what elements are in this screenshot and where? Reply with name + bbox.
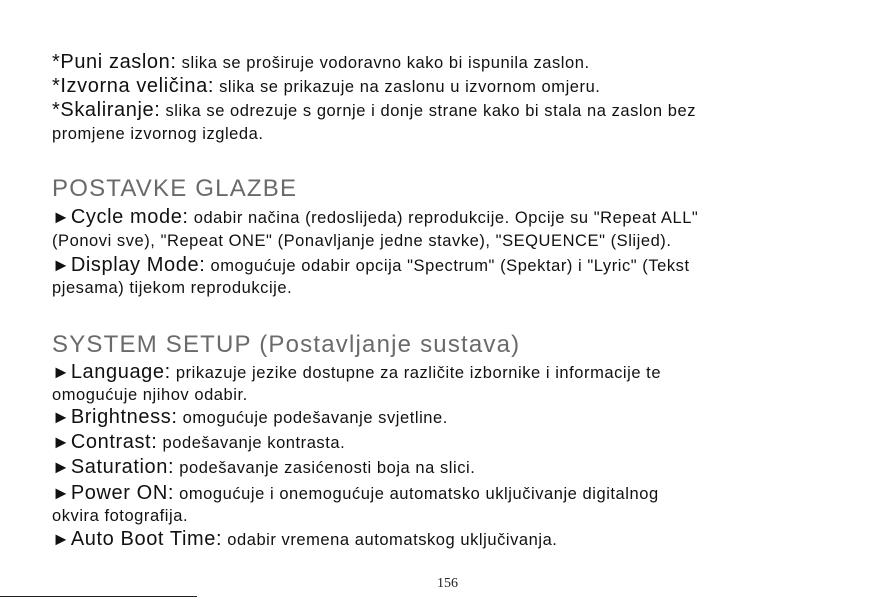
description: omogućuje odabir opcija "Spectrum" (Spektar) i "Lyric" (Tekst <box>205 257 690 275</box>
system-item-brightness <box>52 407 448 427</box>
description: omogućuje podešavanje svjetline. <box>177 409 448 427</box>
music-item-cycle-mode-continued: (Ponovi sve), "Repeat ONE" (Ponavljanje jedne stavke), "SEQUENCE" (Slijed). <box>52 232 672 250</box>
music-settings-heading: POSTAVKE GLAZBE <box>52 175 298 202</box>
system-item-power-on-continued: okvira fotografija. <box>52 507 189 525</box>
term: *Izvorna veličina: <box>52 75 214 97</box>
arrow-icon: ► <box>52 457 70 477</box>
term: Contrast: <box>70 431 158 453</box>
term: *Skaliranje: <box>52 99 161 121</box>
description: slika se odrezuje s gornje i donje strane kako bi stala na zaslon bez <box>160 102 696 120</box>
music-item-display-mode-continued: pjesama) tijekom reprodukcije. <box>52 279 293 297</box>
term: Brightness: <box>70 406 178 428</box>
footer-rule <box>0 596 197 597</box>
arrow-icon: ► <box>52 255 70 275</box>
music-item-display-mode <box>52 255 690 275</box>
system-item-contrast <box>52 432 345 452</box>
term: Power ON: <box>70 482 175 504</box>
system-setup-heading: SYSTEM SETUP (Postavljanje sustava) <box>52 331 521 358</box>
arrow-icon: ► <box>52 407 70 427</box>
term: Display Mode: <box>70 254 206 276</box>
term: Auto Boot Time: <box>70 528 223 550</box>
description: odabir vremena automatskog uključivanja. <box>222 531 558 549</box>
description: slika se prikazuje na zaslonu u izvornom omjeru. <box>213 78 601 96</box>
system-item-saturation <box>52 457 475 477</box>
system-item-auto-boot-time <box>52 529 557 549</box>
arrow-icon: ► <box>52 432 70 452</box>
system-item-language <box>52 362 661 382</box>
system-item-language-continued: omogućuje njihov odabir. <box>52 386 248 404</box>
term: Cycle mode: <box>70 206 189 228</box>
display-mode-full-screen <box>52 52 590 72</box>
display-mode-scaling-continued: promjene izvornog izgleda. <box>52 125 264 143</box>
arrow-icon: ► <box>52 483 70 503</box>
description: podešavanje kontrasta. <box>157 434 346 452</box>
display-mode-scaling <box>52 100 696 120</box>
term: *Puni zaslon: <box>52 51 177 73</box>
description: podešavanje zasićenosti boja na slici. <box>174 459 476 477</box>
display-mode-original-size <box>52 76 600 96</box>
page-number: 156 <box>437 576 458 591</box>
description: slika se proširuje vodoravno kako bi ispunila zaslon. <box>176 54 590 72</box>
term: Saturation: <box>70 456 175 478</box>
term: Language: <box>70 361 171 383</box>
arrow-icon: ► <box>52 362 70 382</box>
arrow-icon: ► <box>52 207 70 227</box>
music-item-cycle-mode <box>52 207 698 227</box>
description: prikazuje jezike dostupne za različite izbornike i informacije te <box>170 364 662 382</box>
description: omogućuje i onemogućuje automatsko uključivanje digitalnog <box>174 485 659 503</box>
description: odabir načina (redoslijeda) reprodukcije. Opcije su "Repeat ALL" <box>188 209 699 227</box>
arrow-icon: ► <box>52 529 70 549</box>
system-item-power-on <box>52 483 659 503</box>
